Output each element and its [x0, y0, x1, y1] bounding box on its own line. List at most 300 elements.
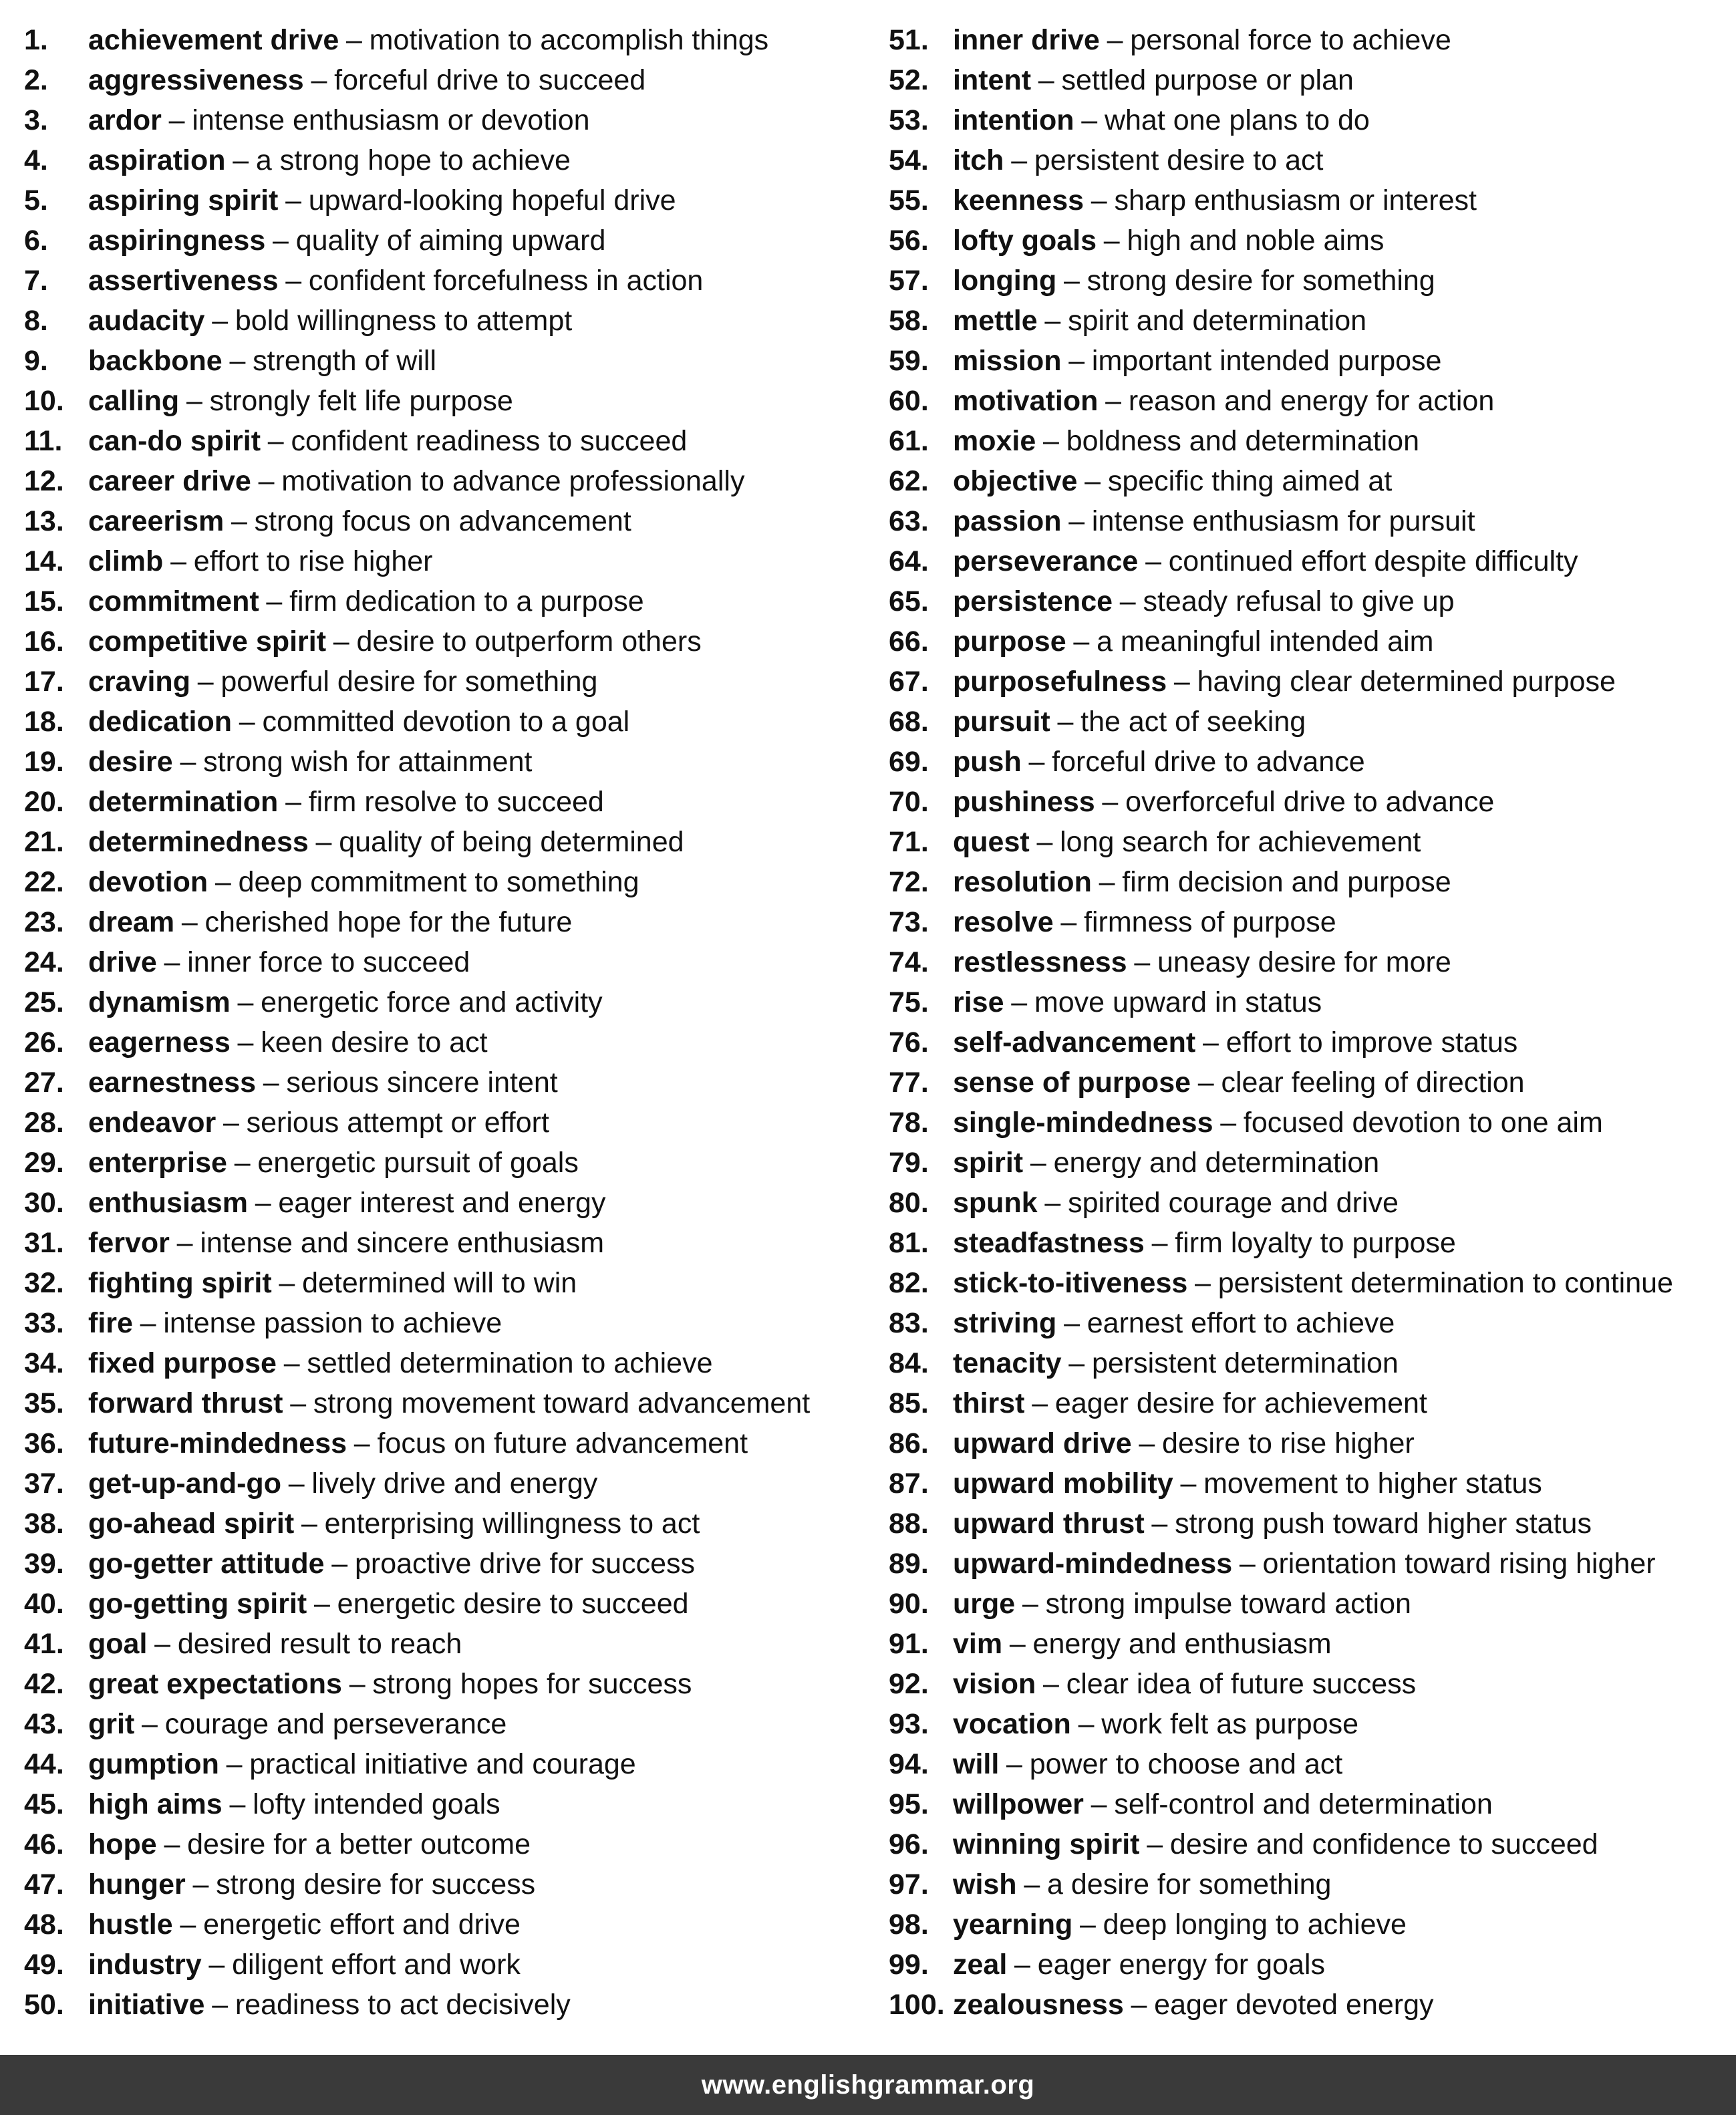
list-item [24, 501, 886, 541]
item-definition: energetic effort and drive [203, 1909, 521, 1941]
item-number: 36. [24, 1427, 64, 1459]
item-definition: overforceful drive to advance [1125, 786, 1495, 818]
item-separator: – [237, 986, 254, 1018]
item-number: 30. [24, 1187, 64, 1219]
item-separator: – [1011, 144, 1028, 176]
item-number: 14. [24, 545, 64, 577]
item-separator: – [1030, 1147, 1046, 1179]
list-item [889, 1985, 1736, 2025]
item-word: hustle [88, 1909, 173, 1941]
list-item [24, 1504, 886, 1544]
item-definition: earnest effort to achieve [1087, 1307, 1395, 1339]
item-definition: long search for achievement [1060, 826, 1421, 858]
item-word: itch [953, 144, 1004, 176]
list-item [24, 100, 886, 140]
item-definition: personal force to achieve [1130, 24, 1451, 56]
list-item [24, 1624, 886, 1664]
item-number: 47. [24, 1868, 64, 1900]
item-definition: intense and sincere enthusiasm [200, 1227, 605, 1259]
list-item [889, 1664, 1736, 1704]
item-separator: – [315, 826, 332, 858]
item-definition: firm decision and purpose [1122, 866, 1451, 898]
item-definition: desire for a better outcome [187, 1828, 531, 1860]
item-separator: – [1091, 1788, 1107, 1820]
list-item [889, 1864, 1736, 1905]
item-separator: – [1081, 104, 1098, 136]
item-word: intention [953, 104, 1074, 136]
item-separator: – [1064, 1307, 1080, 1339]
item-separator: – [258, 465, 275, 497]
item-word: drive [88, 946, 157, 978]
item-word: lofty goals [953, 225, 1097, 257]
item-separator: – [212, 305, 229, 337]
item-number: 46. [24, 1828, 64, 1860]
item-word: aggressiveness [88, 64, 304, 96]
item-number: 65. [889, 585, 929, 617]
item-word: spunk [953, 1187, 1038, 1219]
item-definition: clear feeling of direction [1221, 1067, 1525, 1099]
item-number: 75. [889, 986, 929, 1018]
item-definition: courage and perseverance [164, 1708, 507, 1740]
item-definition: work felt as purpose [1101, 1708, 1359, 1740]
list-item [24, 581, 886, 621]
item-separator: – [1099, 866, 1115, 898]
list-item [889, 1063, 1736, 1103]
list-item [889, 1143, 1736, 1183]
list-item [24, 1263, 886, 1303]
item-word: vim [953, 1628, 1003, 1660]
item-word: keenness [953, 184, 1084, 217]
item-separator: – [290, 1387, 307, 1419]
item-number: 71. [889, 826, 929, 858]
item-separator: – [1044, 1187, 1061, 1219]
item-definition: powerful desire for something [221, 666, 598, 698]
item-number: 78. [889, 1107, 929, 1139]
item-definition: forceful drive to advance [1052, 746, 1365, 778]
list-item [889, 702, 1736, 742]
list-item [889, 621, 1736, 662]
item-word: passion [953, 505, 1062, 537]
item-word: striving [953, 1307, 1057, 1339]
item-separator: – [1151, 1227, 1168, 1259]
item-word: objective [953, 465, 1078, 497]
item-definition: motivation to accomplish things [369, 24, 769, 56]
item-number: 15. [24, 585, 64, 617]
item-definition: settled purpose or plan [1061, 64, 1354, 96]
item-separator: – [1014, 1949, 1030, 1981]
item-separator: – [214, 866, 231, 898]
item-word: desire [88, 746, 173, 778]
item-separator: – [285, 265, 302, 297]
item-definition: self-control and determination [1114, 1788, 1493, 1820]
item-word: mission [953, 345, 1062, 377]
item-number: 99. [889, 1949, 929, 1981]
item-word: intent [953, 64, 1032, 96]
item-number: 80. [889, 1187, 929, 1219]
list-item [889, 1463, 1736, 1504]
list-item [24, 221, 886, 261]
item-separator: – [285, 786, 301, 818]
item-word: vision [953, 1668, 1036, 1700]
item-separator: – [1009, 1628, 1026, 1660]
item-number: 2. [24, 64, 48, 96]
item-separator: – [1024, 1868, 1040, 1900]
item-separator: – [1038, 64, 1054, 96]
item-number: 8. [24, 305, 48, 337]
item-number: 48. [24, 1909, 64, 1941]
item-word: spirit [953, 1147, 1024, 1179]
item-number: 40. [24, 1588, 64, 1620]
item-definition: orientation toward rising higher [1262, 1548, 1656, 1580]
item-definition: uneasy desire for more [1157, 946, 1451, 978]
item-number: 92. [889, 1668, 929, 1700]
list-item [24, 1584, 886, 1624]
list-item [24, 1544, 886, 1584]
item-definition: strong desire for success [216, 1868, 536, 1900]
item-definition: persistent determination to continue [1217, 1267, 1673, 1299]
item-number: 88. [889, 1508, 929, 1540]
item-word: fighting spirit [88, 1267, 272, 1299]
item-definition: strong movement toward advancement [313, 1387, 811, 1419]
item-separator: – [1107, 24, 1123, 56]
list-item [24, 1223, 886, 1263]
item-word: climb [88, 545, 164, 577]
item-word: aspiringness [88, 225, 266, 257]
list-item [889, 461, 1736, 501]
item-separator: – [1006, 1748, 1022, 1780]
item-word: go-getter attitude [88, 1548, 325, 1580]
item-word: backbone [88, 345, 223, 377]
list-item [889, 1584, 1736, 1624]
item-separator: – [285, 184, 302, 217]
item-word: determinedness [88, 826, 309, 858]
item-separator: – [1105, 385, 1122, 417]
item-separator: – [239, 706, 255, 738]
item-word: inner drive [953, 24, 1100, 56]
list-item [889, 1263, 1736, 1303]
item-number: 1. [24, 24, 48, 56]
item-number: 82. [889, 1267, 929, 1299]
item-word: pushiness [953, 786, 1095, 818]
list-item [889, 381, 1736, 421]
list-item [889, 1303, 1736, 1343]
item-number: 16. [24, 625, 64, 658]
item-word: fire [88, 1307, 133, 1339]
item-number: 68. [889, 706, 929, 738]
item-word: commitment [88, 585, 259, 617]
item-separator: – [1032, 1387, 1048, 1419]
item-number: 83. [889, 1307, 929, 1339]
item-definition: persistent determination [1091, 1347, 1399, 1379]
item-definition: eager desire for achievement [1054, 1387, 1427, 1419]
list-item [889, 982, 1736, 1022]
item-separator: – [181, 906, 198, 938]
item-definition: effort to rise higher [193, 545, 433, 577]
item-separator: – [223, 1107, 239, 1139]
item-definition: high and noble aims [1127, 225, 1385, 257]
item-definition: spirited courage and drive [1068, 1187, 1399, 1219]
item-word: longing [953, 265, 1057, 297]
item-definition: lofty intended goals [253, 1788, 500, 1820]
item-separator: – [226, 1748, 243, 1780]
item-number: 51. [889, 24, 929, 56]
list-item [889, 501, 1736, 541]
item-word: thirst [953, 1387, 1025, 1419]
item-separator: – [1068, 1347, 1085, 1379]
item-definition: firm loyalty to purpose [1175, 1227, 1456, 1259]
item-number: 21. [24, 826, 64, 858]
item-definition: bold willingness to attempt [235, 305, 573, 337]
item-number: 59. [889, 345, 929, 377]
list-item [24, 1343, 886, 1383]
item-separator: – [1063, 265, 1080, 297]
item-number: 44. [24, 1748, 64, 1780]
item-separator: – [1068, 505, 1085, 537]
item-separator: – [168, 104, 185, 136]
item-number: 74. [889, 946, 929, 978]
item-separator: – [1197, 1067, 1214, 1099]
item-word: sense of purpose [953, 1067, 1191, 1099]
item-number: 13. [24, 505, 64, 537]
item-separator: – [180, 1909, 196, 1941]
list-item [24, 1905, 886, 1945]
item-number: 3. [24, 104, 48, 136]
item-definition: forceful drive to succeed [334, 64, 646, 96]
item-number: 94. [889, 1748, 929, 1780]
item-separator: – [1103, 225, 1120, 257]
item-separator: – [233, 144, 249, 176]
item-separator: – [1084, 465, 1101, 497]
item-word: resolution [953, 866, 1092, 898]
item-word: resolve [953, 906, 1054, 938]
item-definition: energy and enthusiasm [1032, 1628, 1332, 1660]
item-word: zealousness [953, 1989, 1124, 2021]
list-item [24, 1824, 886, 1864]
item-definition: boldness and determination [1066, 425, 1420, 457]
item-definition: eager energy for goals [1037, 1949, 1325, 1981]
list-item [889, 1704, 1736, 1744]
item-definition: intense passion to achieve [163, 1307, 502, 1339]
item-definition: strong push toward higher status [1175, 1508, 1592, 1540]
item-separator: – [1043, 1668, 1059, 1700]
item-word: industry [88, 1949, 202, 1981]
list-item [889, 100, 1736, 140]
list-item [889, 1824, 1736, 1864]
list-item [889, 581, 1736, 621]
item-definition: reason and energy for action [1128, 385, 1495, 417]
item-number: 61. [889, 425, 929, 457]
item-number: 85. [889, 1387, 929, 1419]
item-number: 43. [24, 1708, 64, 1740]
item-separator: – [1239, 1548, 1256, 1580]
item-word: stick-to-itiveness [953, 1267, 1188, 1299]
list-item [24, 1744, 886, 1784]
item-word: wish [953, 1868, 1017, 1900]
item-definition: lively drive and energy [311, 1467, 598, 1500]
word-list-column-right [889, 20, 1736, 2025]
item-definition: steady refusal to give up [1143, 585, 1455, 617]
item-number: 84. [889, 1347, 929, 1379]
item-word: get-up-and-go [88, 1467, 281, 1500]
item-definition: firm resolve to succeed [308, 786, 604, 818]
item-number: 49. [24, 1949, 64, 1981]
item-number: 73. [889, 906, 929, 938]
item-word: vocation [953, 1708, 1071, 1740]
list-item [24, 381, 886, 421]
item-number: 76. [889, 1026, 929, 1059]
item-number: 17. [24, 666, 64, 698]
item-word: zeal [953, 1949, 1008, 1981]
list-item [24, 1063, 886, 1103]
item-word: aspiring spirit [88, 184, 279, 217]
item-number: 79. [889, 1147, 929, 1179]
item-number: 12. [24, 465, 64, 497]
item-separator: – [1057, 706, 1074, 738]
item-number: 63. [889, 505, 929, 537]
item-separator: – [331, 1548, 348, 1580]
list-item [24, 702, 886, 742]
item-word: rise [953, 986, 1004, 1018]
item-definition: strongly felt life purpose [209, 385, 513, 417]
item-separator: – [1043, 425, 1059, 457]
list-item [889, 20, 1736, 60]
item-separator: – [1131, 1989, 1147, 2021]
item-word: purposefulness [953, 666, 1167, 698]
item-number: 20. [24, 786, 64, 818]
item-definition: energetic force and activity [261, 986, 603, 1018]
item-separator: – [170, 545, 186, 577]
list-item [24, 902, 886, 942]
list-item [889, 140, 1736, 180]
list-item [889, 1544, 1736, 1584]
item-word: moxie [953, 425, 1036, 457]
item-word: hunger [88, 1868, 186, 1900]
item-word: earnestness [88, 1067, 256, 1099]
item-number: 69. [889, 746, 929, 778]
item-definition: serious attempt or effort [246, 1107, 549, 1139]
list-item [24, 742, 886, 782]
item-number: 98. [889, 1909, 929, 1941]
list-item [24, 1022, 886, 1063]
item-word: dynamism [88, 986, 231, 1018]
item-definition: settled determination to achieve [307, 1347, 713, 1379]
item-separator: – [1173, 666, 1190, 698]
item-word: ardor [88, 104, 162, 136]
item-word: enterprise [88, 1147, 227, 1179]
item-word: go-ahead spirit [88, 1508, 295, 1540]
item-number: 100. [889, 1989, 945, 2021]
item-definition: energy and determination [1053, 1147, 1380, 1179]
item-word: winning spirit [953, 1828, 1140, 1860]
item-word: future-mindedness [88, 1427, 347, 1459]
word-list [0, 20, 1736, 2025]
list-item [889, 1744, 1736, 1784]
item-number: 41. [24, 1628, 64, 1660]
item-definition: intense enthusiasm or devotion [192, 104, 590, 136]
item-word: great expectations [88, 1668, 342, 1700]
item-number: 34. [24, 1347, 64, 1379]
item-word: quest [953, 826, 1030, 858]
item-word: high aims [88, 1788, 223, 1820]
item-separator: – [1068, 345, 1085, 377]
item-separator: – [154, 1628, 171, 1660]
item-definition: intense enthusiasm for pursuit [1091, 505, 1475, 537]
item-word: can-do spirit [88, 425, 261, 457]
item-definition: determined will to win [302, 1267, 577, 1299]
list-item [889, 341, 1736, 381]
item-separator: – [333, 625, 349, 658]
item-number: 19. [24, 746, 64, 778]
item-word: devotion [88, 866, 208, 898]
list-item [889, 180, 1736, 221]
list-item [889, 1022, 1736, 1063]
item-definition: focus on future advancement [377, 1427, 748, 1459]
item-definition: power to choose and act [1029, 1748, 1343, 1780]
item-number: 28. [24, 1107, 64, 1139]
item-word: achievement drive [88, 24, 339, 56]
list-item [889, 1103, 1736, 1143]
list-item [24, 1864, 886, 1905]
item-separator: – [1036, 826, 1053, 858]
item-definition: a strong hope to achieve [255, 144, 571, 176]
list-item [24, 1664, 886, 1704]
item-number: 56. [889, 225, 929, 257]
item-definition: quality of aiming upward [295, 225, 606, 257]
list-item [889, 822, 1736, 862]
item-separator: – [1145, 545, 1161, 577]
item-number: 70. [889, 786, 929, 818]
item-word: aspiration [88, 144, 226, 176]
item-separator: – [1134, 946, 1151, 978]
item-definition: diligent effort and work [232, 1949, 521, 1981]
item-number: 58. [889, 305, 929, 337]
item-word: career drive [88, 465, 251, 497]
item-separator: – [164, 1828, 180, 1860]
item-word: persistence [953, 585, 1113, 617]
item-definition: serious sincere intent [286, 1067, 558, 1099]
item-word: urge [953, 1588, 1016, 1620]
item-definition: proactive drive for success [354, 1548, 695, 1580]
item-separator: – [164, 946, 180, 978]
item-number: 86. [889, 1427, 929, 1459]
item-word: single-mindedness [953, 1107, 1213, 1139]
item-definition: movement to higher status [1203, 1467, 1542, 1500]
item-separator: – [186, 385, 202, 417]
item-word: competitive spirit [88, 625, 327, 658]
item-word: mettle [953, 305, 1038, 337]
list-item [889, 60, 1736, 100]
item-definition: energetic pursuit of goals [257, 1147, 579, 1179]
item-separator: – [231, 505, 247, 537]
list-item [889, 1423, 1736, 1463]
item-number: 35. [24, 1387, 64, 1419]
item-definition: eager interest and energy [278, 1187, 606, 1219]
item-definition: readiness to act decisively [235, 1989, 571, 2021]
item-definition: a meaningful intended aim [1097, 625, 1434, 658]
item-definition: firm dedication to a purpose [289, 585, 644, 617]
list-item [24, 1383, 886, 1423]
item-definition: strong impulse toward action [1045, 1588, 1411, 1620]
item-separator: – [1102, 786, 1119, 818]
item-number: 89. [889, 1548, 929, 1580]
list-item [889, 1905, 1736, 1945]
item-word: steadfastness [953, 1227, 1145, 1259]
list-item [24, 1183, 886, 1223]
item-definition: upward-looking hopeful drive [308, 184, 676, 217]
item-word: dedication [88, 706, 233, 738]
item-separator: – [1011, 986, 1028, 1018]
item-word: self-advancement [953, 1026, 1196, 1059]
